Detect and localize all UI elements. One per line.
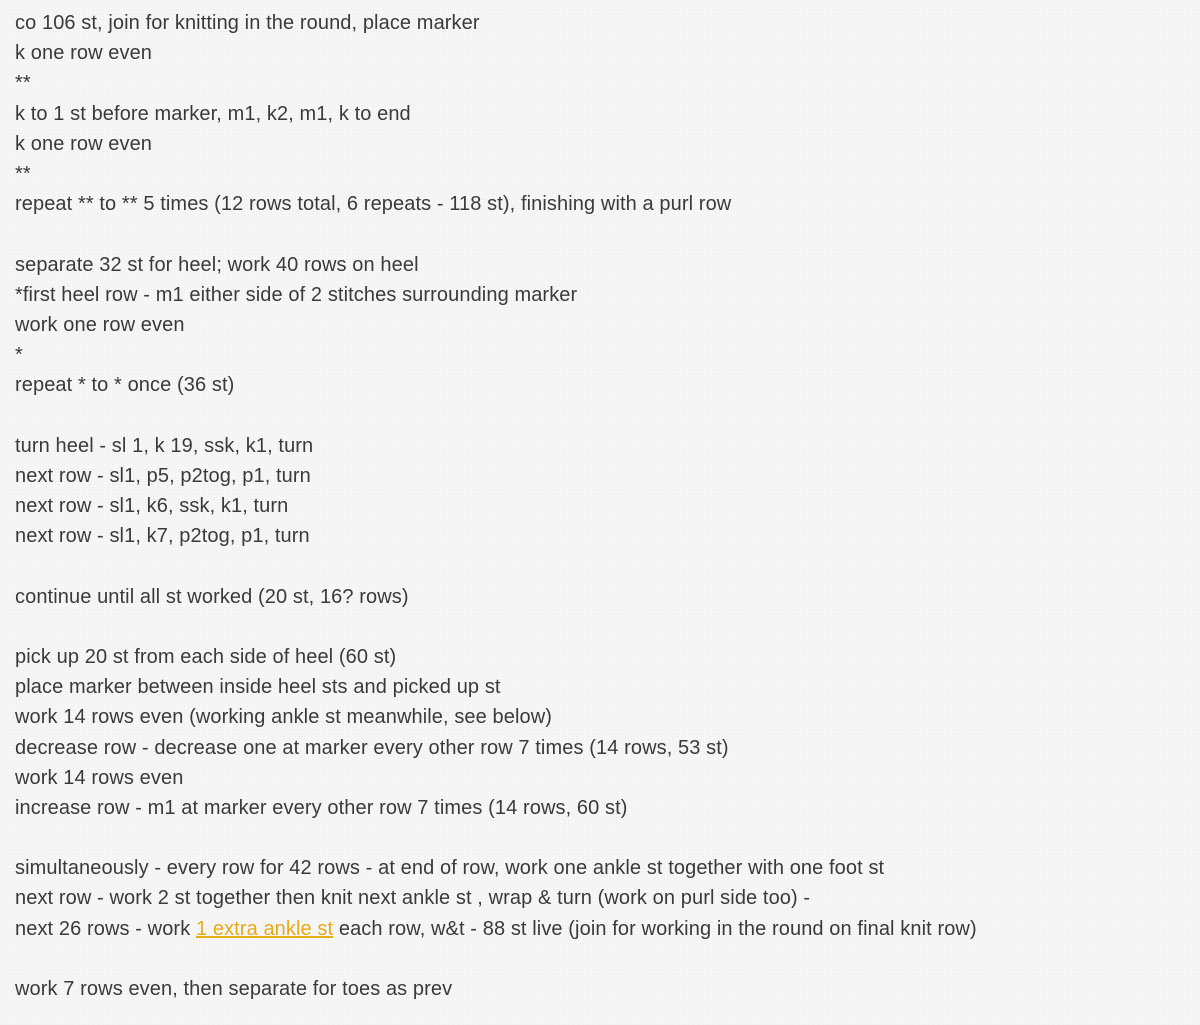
- note-line: k one row even: [15, 132, 153, 155]
- note-line: **: [15, 162, 31, 185]
- note-line: turn heel - sl 1, k 19, ssk, k1, turn: [15, 434, 314, 457]
- note-line: increase row - m1 at marker every other row 7 times (14 rows, 60 st): [15, 796, 628, 819]
- blank-line: [15, 551, 1185, 581]
- blank-line: [15, 823, 1185, 853]
- note-line: work 14 rows even (working ankle st meanwhile, see below): [15, 706, 553, 729]
- note-line: k to 1 st before marker, m1, k2, m1, k to end: [15, 102, 411, 125]
- note-line: decrease row - decrease one at marker every other row 7 times (14 rows, 53 st): [15, 736, 729, 759]
- note-line: next row - sl1, k7, p2tog, p1, turn: [15, 525, 310, 548]
- line-text-before-link: next 26 rows - work: [15, 917, 196, 940]
- note-line: work 14 rows even: [15, 766, 184, 789]
- note-line: next row - sl1, k6, ssk, k1, turn: [15, 495, 289, 517]
- note-line: co 106 st, join for knitting in the round, place marker: [15, 12, 480, 34]
- note-line: work one row even: [15, 313, 185, 336]
- note-line: repeat ** to ** 5 times (12 rows total, 6 repeats - 118 st), finishing with a purl row: [15, 193, 732, 216]
- blank-line: [15, 400, 1185, 430]
- note-line: *: [15, 344, 23, 367]
- note-line: continue until all st worked (20 st, 16? rows): [15, 585, 409, 608]
- blank-line: [15, 612, 1185, 642]
- note-line: simultaneously - every row for 42 rows - at end of row, work one ankle st together with one foot st: [15, 857, 885, 880]
- note-line: work 7 rows even, then separate for toes as prev: [15, 978, 453, 1000]
- note-line: k one row even: [15, 42, 153, 65]
- note-line: *first heel row - m1 either side of 2 stitches surrounding marker: [15, 283, 578, 306]
- blank-line: [15, 219, 1185, 249]
- line-text-after-link: each row, w&t - 88 st live (join for working in the round on final knit row): [333, 917, 977, 940]
- note-line: **: [15, 72, 31, 95]
- note-line: next row - sl1, p5, p2tog, p1, turn: [15, 464, 311, 487]
- note-body[interactable]: [15, 8, 1185, 1004]
- note-line: repeat * to * once (36 st): [15, 374, 235, 397]
- extra-ankle-st-link[interactable]: 1 extra ankle st: [195, 917, 334, 940]
- note-line: next row - work 2 st together then knit next ankle st , wrap & turn (work on purl side too) -: [15, 887, 811, 910]
- note-line: place marker between inside heel sts and picked up st: [15, 676, 501, 699]
- note-line-with-link: [15, 914, 1185, 944]
- note-line: pick up 20 st from each side of heel (60 st): [15, 645, 397, 668]
- blank-line: [15, 944, 1185, 974]
- note-line: separate 32 st for heel; work 40 rows on heel: [15, 253, 419, 276]
